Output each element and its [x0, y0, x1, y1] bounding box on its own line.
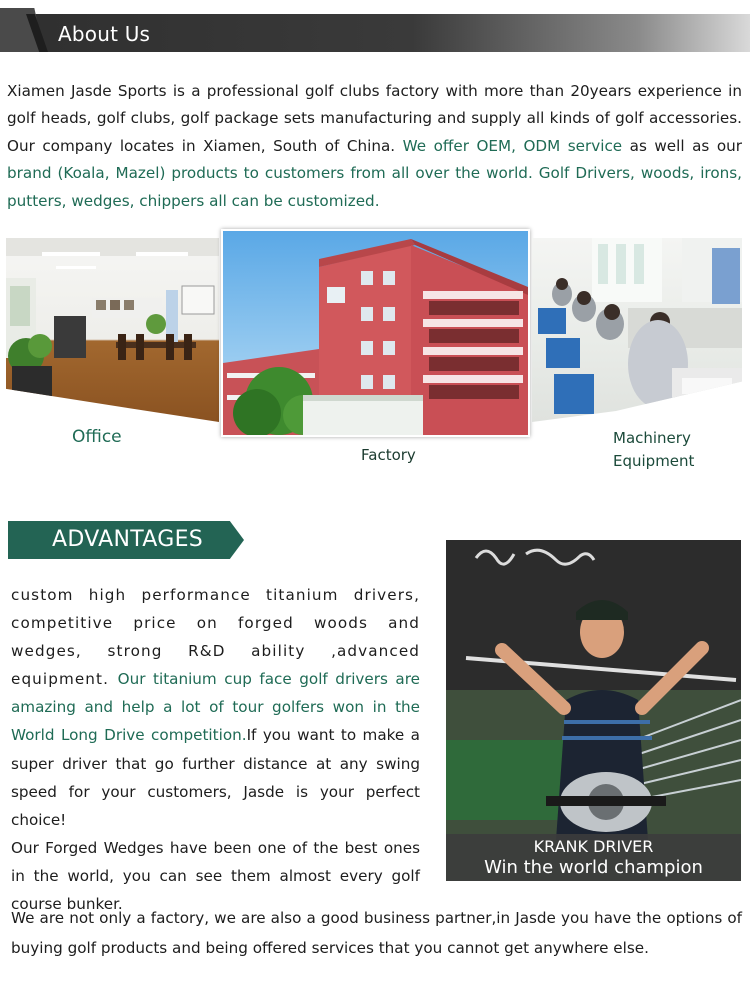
closing-paragraph: We are not only a factory, we are also a good business partner,in Jasde you have the options of buying golf products and being offered services that you cannot get anywhere else. — [11, 909, 742, 957]
advantages-title: ADVANTAGES — [52, 527, 204, 552]
champion-photo — [446, 540, 741, 881]
machinery-illustration — [532, 238, 742, 422]
advantages-text-intro: custom high performance titanium drivers, competitive price on forged woods and wedges, strong R&D ability ,advanced equipment. — [11, 586, 420, 689]
machinery-photo — [532, 238, 742, 422]
about-us-title: About Us — [58, 22, 151, 46]
champion-caption — [446, 834, 741, 881]
advantages-text-wedges: Our Forged Wedges have been one of the best ones in the world, you can see them almost every golf course bunker. — [11, 838, 420, 914]
factory-illustration — [223, 231, 528, 435]
champion-illustration — [446, 540, 741, 881]
advantages-text-rest: If you want to make a super driver that go further distance at any swing speed for your customers, Jasde is your perfect choice! — [11, 726, 420, 829]
machinery-caption: Machinery Equipment — [613, 429, 695, 470]
advantages-text-highlight: Our titanium cup face golf drivers are amazing and help a lot of tour golfers won in the World Long Drive competition. — [11, 670, 420, 745]
champion-caption-line2: Win the world champion — [484, 857, 703, 878]
about-text-plain: Xiamen Jasde Sports is a professional golf clubs factory with more than 20years experience in golf heads, golf clubs, golf package sets manufacturing and supply all kinds of golf accessories. Our company locates in Xiamen, South of China. — [7, 82, 742, 155]
about-paragraph — [7, 78, 742, 215]
about-us-header — [0, 8, 750, 54]
champion-caption-line1: KRANK DRIVER — [533, 837, 654, 856]
about-text-brand: brand (Koala, Mazel) products to customers from all over the world. Golf Drivers, woods, irons, putters, wedges, chippers all can be customized. — [7, 164, 742, 210]
about-text-mid: as well as our — [622, 136, 742, 155]
about-text-oem: We offer OEM, ODM service — [402, 136, 623, 155]
office-caption: Office — [72, 427, 122, 447]
advantages-header — [8, 521, 244, 559]
factory-caption: Factory — [361, 446, 416, 464]
advantages-paragraph — [11, 581, 420, 918]
office-illustration — [6, 238, 219, 422]
office-photo — [6, 238, 219, 422]
factory-photo — [221, 229, 530, 437]
